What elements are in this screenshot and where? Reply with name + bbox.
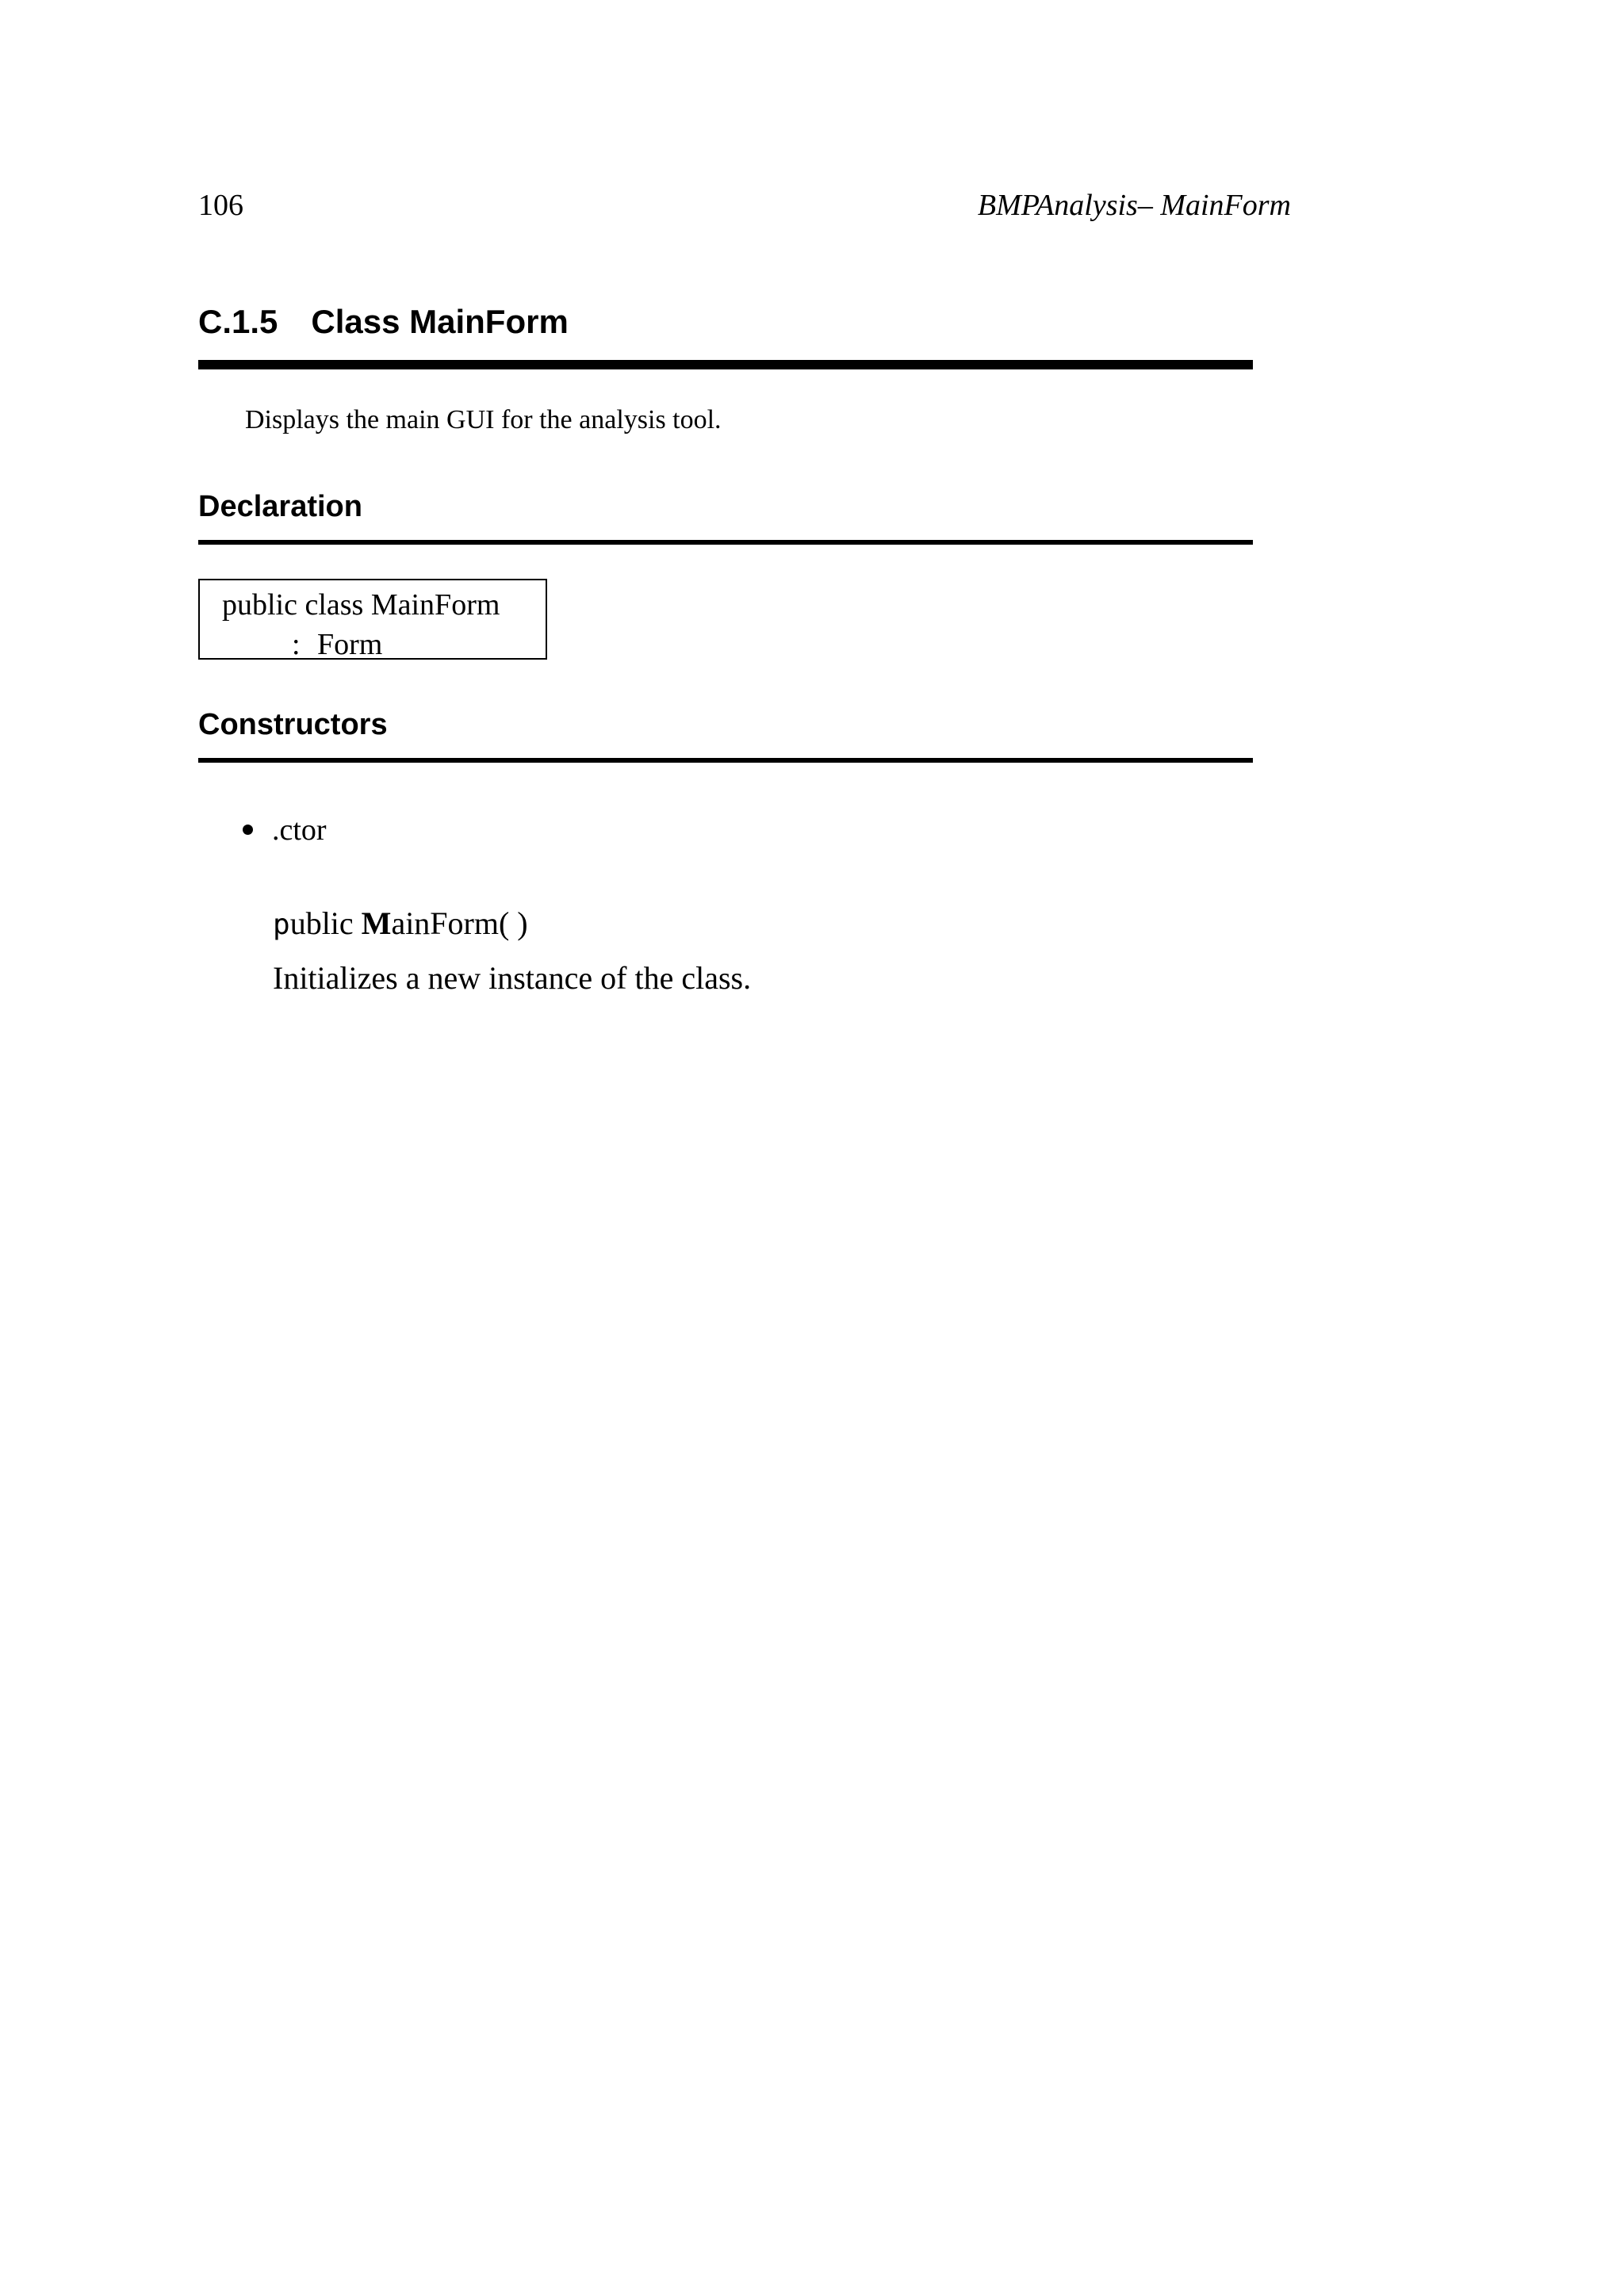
- declaration-base: Form: [317, 628, 383, 661]
- declaration-heading: Declaration: [198, 490, 362, 523]
- section-number: C.1.5: [198, 303, 278, 340]
- constructors-rule: [198, 758, 1253, 763]
- declaration-colon: :: [292, 628, 301, 661]
- declaration-rule: [198, 540, 1253, 545]
- constructor-item: [243, 815, 327, 845]
- constructors-heading: Constructors: [198, 708, 388, 741]
- constructor-description: Initializes a new instance of the class.: [273, 960, 752, 996]
- declaration-base-line: [222, 625, 546, 664]
- constructor-name: .ctor: [272, 813, 327, 847]
- constructor-signature: [273, 905, 528, 941]
- class-description: Displays the main GUI for the analysis tool.: [245, 405, 722, 434]
- section-title-text: Class MainForm: [311, 303, 569, 340]
- signature-prefix: ublic: [289, 905, 362, 941]
- signature-name-initial: M: [361, 905, 392, 941]
- declaration-box: [198, 579, 547, 660]
- section-rule: [198, 360, 1253, 369]
- page-number: 106: [198, 189, 243, 222]
- section-title: [198, 305, 569, 339]
- running-head: BMPAnalysis– MainForm: [977, 189, 1291, 222]
- declaration-line: public class MainForm: [222, 588, 500, 622]
- signature-prefix-mono: p: [273, 909, 290, 941]
- bullet-icon: [243, 825, 253, 835]
- signature-rest: ainForm( ): [391, 905, 528, 941]
